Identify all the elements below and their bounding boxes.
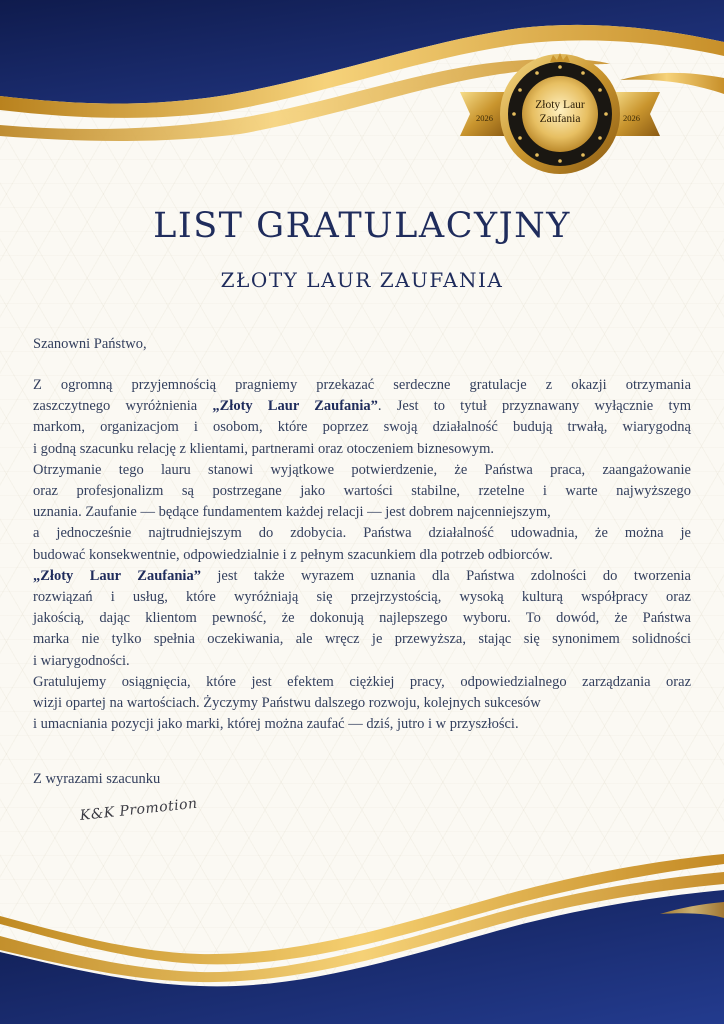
- award-name-highlight: „Złoty Laur Zaufania”: [212, 398, 378, 415]
- greeting: Szanowni Państwo,: [33, 336, 147, 352]
- body-line: a jednocześnie najtrudniejszym do zdobycia. Państwa działalność udowadnia, że można je: [33, 525, 691, 542]
- award-seal: [458, 52, 662, 192]
- body-line: markom, organizacjom i osobom, które poprzez swoją działalność budują trwałą, wiarygodną: [33, 419, 691, 436]
- signature: K&K Promotion: [79, 795, 199, 824]
- seal-year-left: 2026: [476, 113, 493, 123]
- document-subtitle: ZŁOTY LAUR ZAUFANIA: [220, 268, 504, 292]
- body-line: marka nie tylko spełnia oczekiwania, ale wręcz je przewyższa, stając się synonimem solidności: [33, 631, 691, 648]
- bottom-wave-decoration: [0, 844, 724, 1024]
- body-line: zaszczytnego wyróżnienia „Złoty Laur Zaufania”. Jest to tytuł przyznawany wyłącznie tym: [33, 398, 692, 415]
- seal-title: Złoty Laur Zaufania: [535, 99, 585, 125]
- body-line: Gratulujemy osiągnięcia, które jest efektem ciężkiej pracy, odpowiedzialnego zarządzania oraz: [33, 673, 691, 690]
- letter-body: [33, 375, 691, 735]
- body-line: Z ogromną przyjemnością pragniemy przekazać serdeczne gratulacje z okazji otrzymania: [33, 377, 691, 393]
- body-line: wizji opartej na wartościach. Życzymy Państwu dalszego rozwoju, kolejnych sukcesów: [33, 695, 541, 712]
- body-line: Otrzymanie tego lauru stanowi wyjątkowe potwierdzenie, że Państwa praca, zaangażowanie: [33, 461, 691, 478]
- body-line: i umacniania pozycji jako marki, której można zaufać — dziś, jutro i w przyszłości.: [33, 716, 519, 733]
- document-title: LIST GRATULACYJNY: [153, 206, 571, 246]
- body-line: „Złoty Laur Zaufania” jest także wyrazem uznania dla Państwa zdolności do tworzenia: [33, 567, 691, 584]
- body-line: jakością, dając klientom pewność, że dokonują najlepszego wyboru. To dowód, że Państwa: [33, 610, 691, 627]
- body-line: i wiarygodności.: [33, 652, 130, 669]
- body-line: rozwiązań i usług, które wyróżniają się przejrzystością, wysoką kulturą współpracy oraz: [33, 589, 691, 606]
- body-line: uznania. Zaufanie — będące fundamentem każdej relacji — jest dobrem najcenniejszym,: [33, 504, 551, 521]
- body-line: oraz profesjonalizm są postrzegane jako wartości stabilne, rzetelne i warte najwyższego: [33, 483, 691, 500]
- body-line: budować konsekwentnie, odpowiedzialnie i z pełnym szacunkiem dla potrzeb odbiorców.: [33, 546, 553, 563]
- body-line: i godną szacunku relację z klientami, partnerami oraz otoczeniem biznesowym.: [33, 440, 494, 457]
- closing: Z wyrazami szacunku: [33, 771, 161, 787]
- award-name-highlight: „Złoty Laur Zaufania”: [33, 567, 201, 584]
- seal-year-right: 2026: [623, 113, 640, 123]
